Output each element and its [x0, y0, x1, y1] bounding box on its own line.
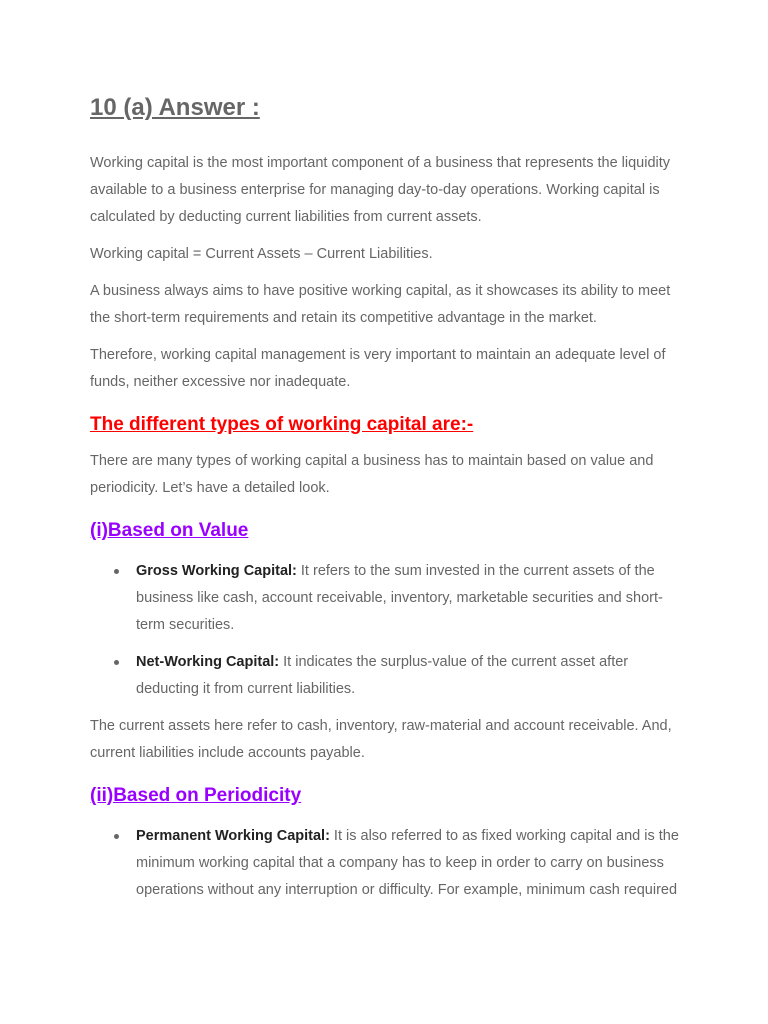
types-intro-paragraph: There are many types of working capital a business has to maintain based on value and periodicity. Let’s have a detailed look. [90, 453, 654, 496]
document-page [90, 92, 690, 914]
bullet-icon [114, 569, 119, 574]
types-heading: The different types of working capital are:- [90, 414, 474, 435]
based-on-value-heading: (i)Based on Value [90, 520, 249, 541]
term-label: Gross Working Capital: [136, 563, 297, 579]
term-description: It is also referred to as fixed working capital and is the minimum working capital that a company has to keep in order to carry on business operations without any interruption or difficulty. For example, minimum cash required [136, 828, 679, 898]
based-on-periodicity-heading: (ii)Based on Periodicity [90, 785, 302, 806]
formula-paragraph: Working capital = Current Assets – Current Liabilities. [90, 246, 433, 262]
intro-paragraph-3: A business always aims to have positive working capital, as it showcases its ability to meet the short-term requirements and retain its competitive advantage in the market. [90, 283, 671, 326]
periodicity-bullet-list [90, 823, 690, 904]
value-bullet-list [90, 558, 690, 703]
answer-heading: 10 (a) Answer : [90, 94, 260, 121]
list-item-gross-working-capital [90, 558, 690, 639]
list-item-permanent-working-capital [90, 823, 690, 904]
term-label: Permanent Working Capital: [136, 828, 330, 844]
term-description: It indicates the surplus-value of the current asset after deducting it from current liabilities. [136, 654, 629, 697]
intro-paragraph-1: Working capital is the most important component of a business that represents the liquidity available to a business enterprise for managing day-to-day operations. Working capital is calculated by deducting current liabilities from current assets. [90, 155, 671, 225]
bullet-icon [114, 834, 119, 839]
list-item-net-working-capital [90, 649, 690, 703]
term-label: Net-Working Capital: [136, 654, 280, 670]
intro-paragraph-4: Therefore, working capital management is very important to maintain an adequate level of funds, neither excessive nor inadequate. [90, 347, 666, 390]
bullet-icon [114, 660, 119, 665]
term-description: It refers to the sum invested in the current assets of the business like cash, account receivable, inventory, marketable securities and short-term securities. [136, 563, 663, 633]
value-note-paragraph: The current assets here refer to cash, inventory, raw-material and account receivable. And, current liabilities include accounts payable. [90, 718, 672, 761]
